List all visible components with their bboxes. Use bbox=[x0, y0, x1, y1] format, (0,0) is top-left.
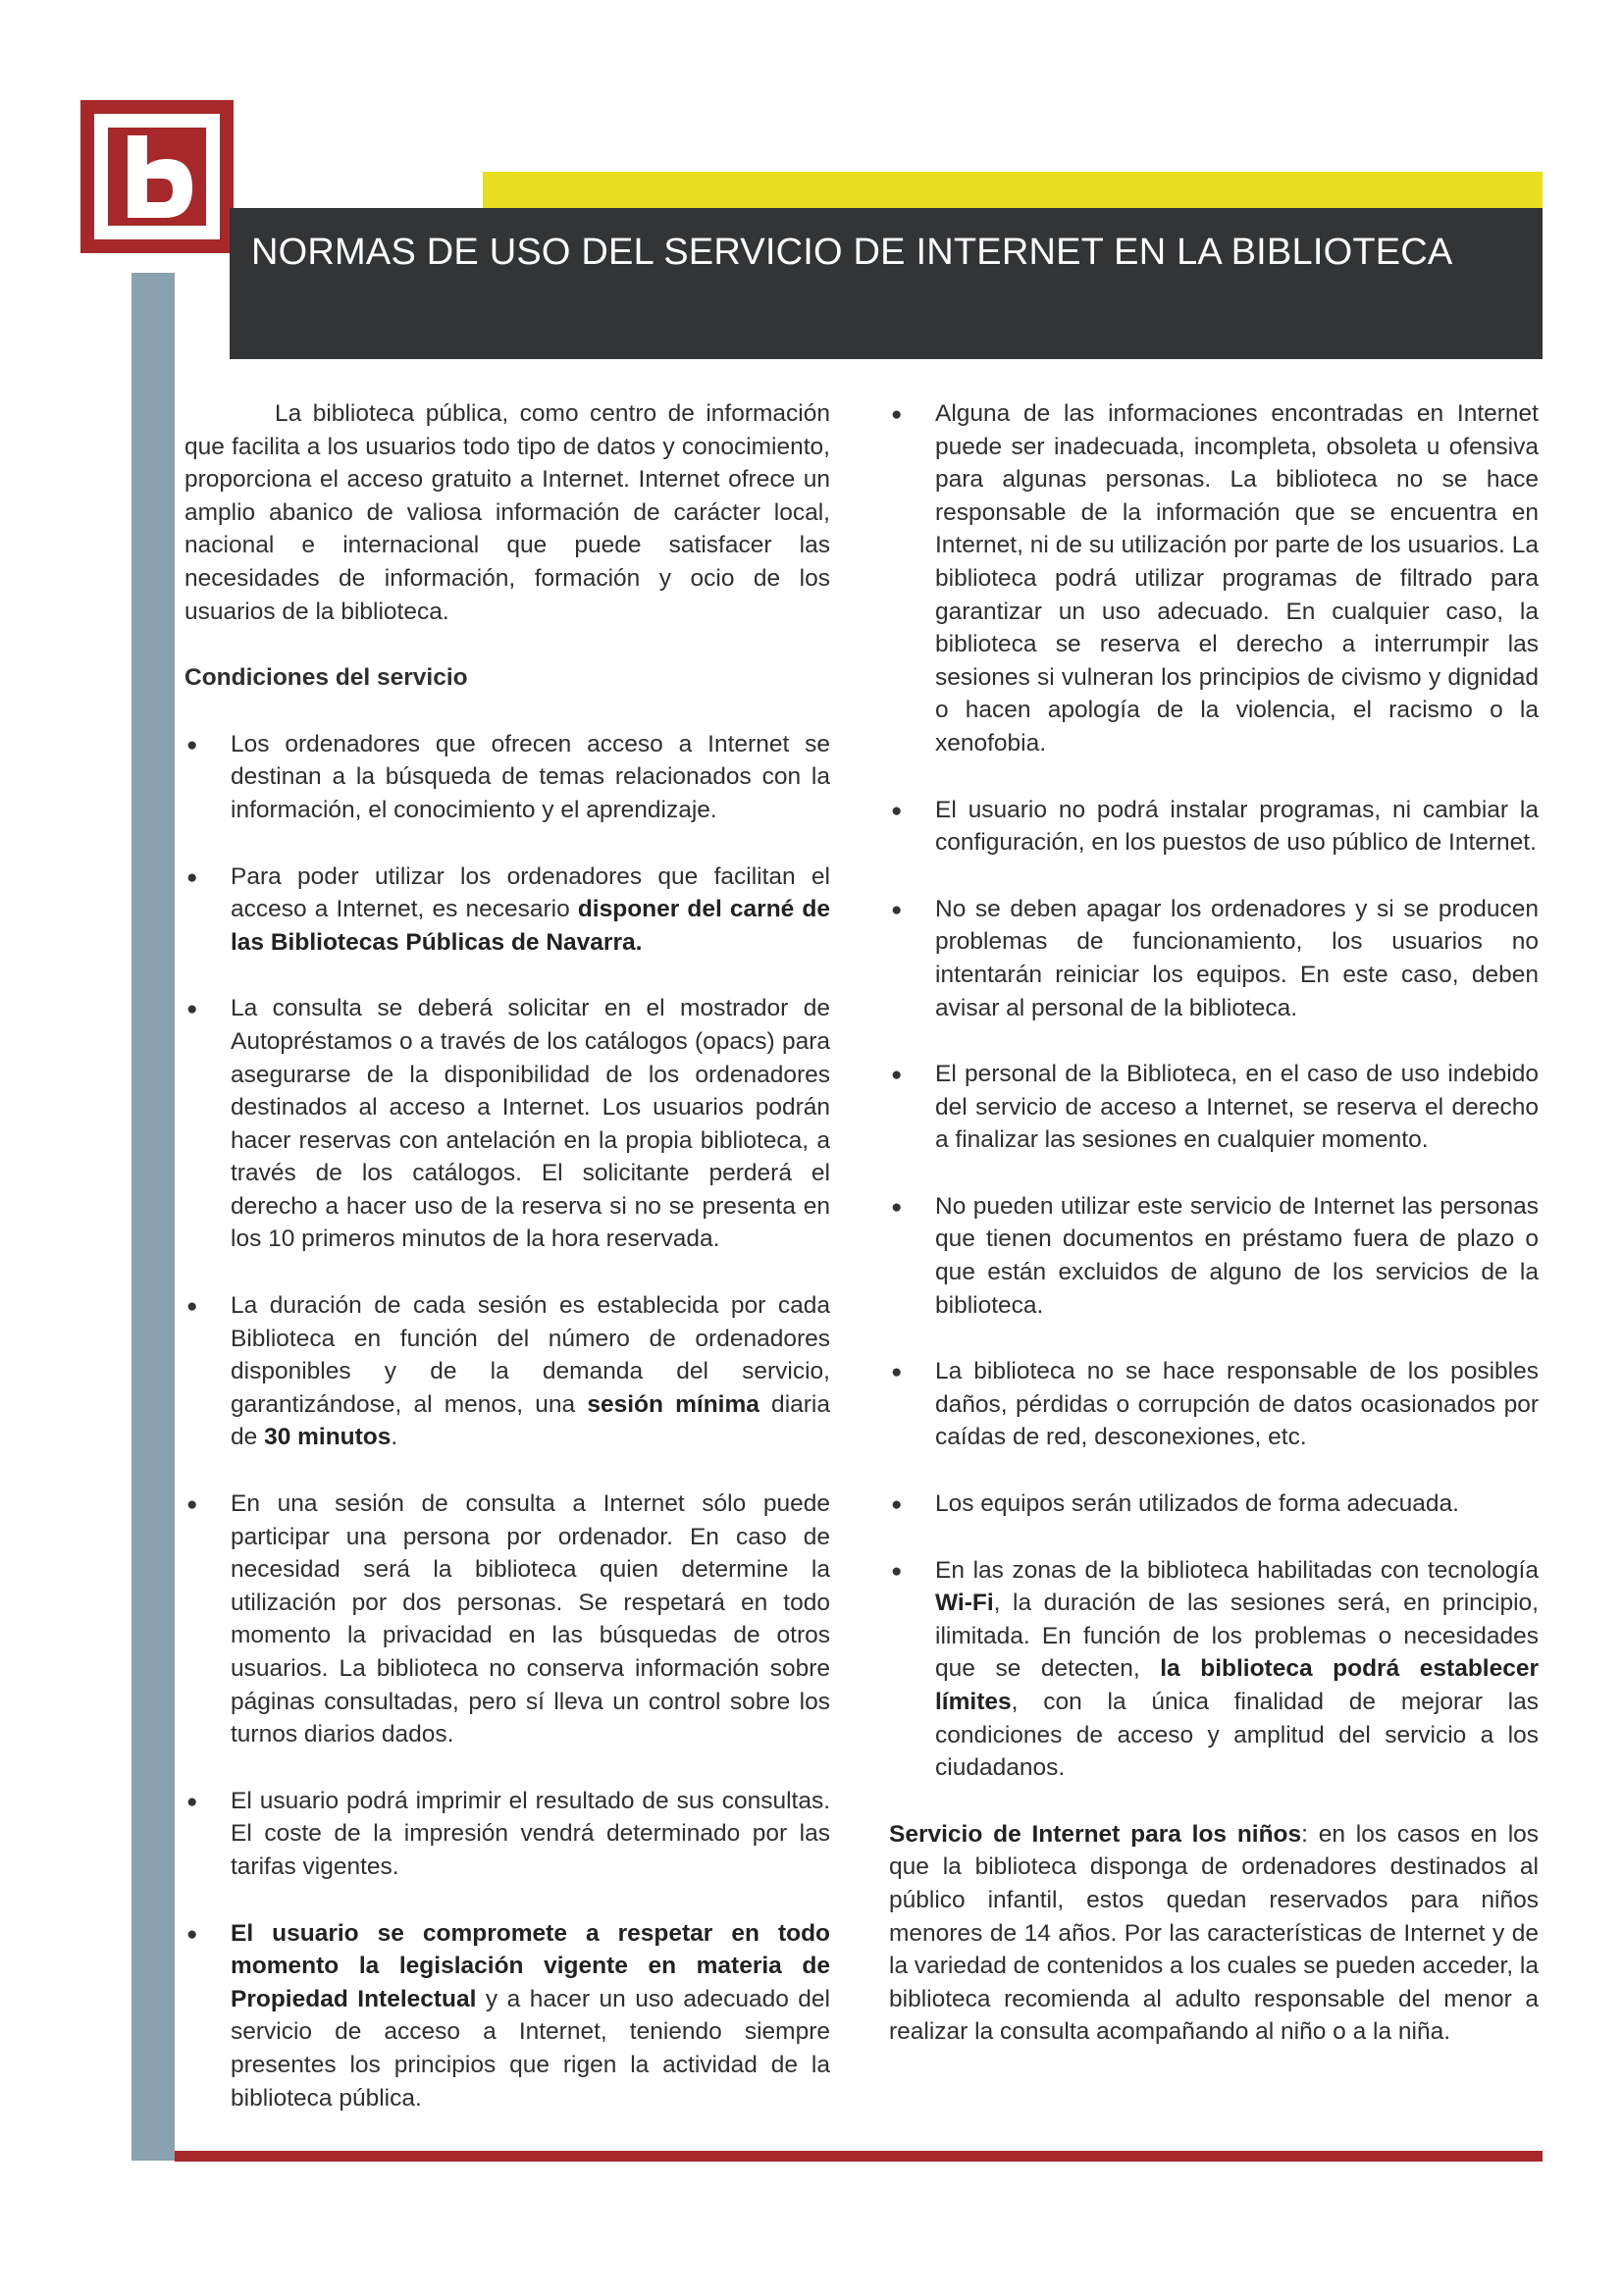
page-title: NORMAS DE USO DEL SERVICIO DE INTERNET EN LA BIBLIOTECA bbox=[251, 232, 1453, 273]
list-item: ● No se deben apagar los ordenadores y si se producen problemas de funcionamiento, los usuarios no intentarán reiniciar los equipos. En este caso, deben avisar al personal de la biblioteca. bbox=[891, 895, 1539, 1021]
bullet-icon: ● bbox=[186, 1923, 198, 1945]
bullet-icon: ● bbox=[186, 1791, 198, 1812]
bullet-icon: ● bbox=[891, 1196, 903, 1218]
list-item: ● En las zonas de la biblioteca habilitadas con tecnología Wi-Fi, la duración de las sesiones será, en principio, ilimitada. En función de los problemas o necesidades que se detecten, la biblioteca podrá establecer límites, con la única finalidad de mejorar las condiciones de acceso y amplitud del servicio a los ciudadanos. bbox=[891, 1556, 1539, 1782]
side-accent-bar bbox=[131, 273, 175, 2161]
list-item: ● El usuario podrá imprimir el resultado de sus consultas. El coste de la impresión vendrá determinado por las tarifas vigentes. bbox=[186, 1787, 830, 1880]
children-service-text: : en los casos en los que la biblioteca disponga de ordenadores destinados al público infantil, estos quedan reservados para niños menores de 14 años. Por las características de Internet y de la variedad de contenidos a los cuales se pueden acceder, la biblioteca recomienda al adulto responsable del menor a realizar la consulta acompañando al niño o a la niña. bbox=[889, 1820, 1540, 2046]
list-item: ● La biblioteca no se hace responsable de los posibles daños, pérdidas o corrupción de datos ocasionados por caídas de red, desconexiones, etc. bbox=[891, 1358, 1539, 1451]
logo-frame bbox=[94, 114, 220, 239]
bullet-icon: ● bbox=[186, 1296, 198, 1318]
children-service-heading: Servicio de Internet para los niños bbox=[889, 1820, 1302, 1848]
title-banner bbox=[230, 208, 1543, 359]
list-item: ● La duración de cada sesión es establecida por cada Biblioteca en función del número de ordenadores disponibles y de la demanda del servicio, garantizándose, al menos, una sesión mínima diaria de 30 minutos. bbox=[186, 1292, 830, 1451]
bullet-icon: ● bbox=[891, 899, 903, 920]
bottom-red-rule bbox=[175, 2151, 1543, 2162]
bullet-icon: ● bbox=[891, 800, 903, 821]
list-item: ● Los ordenadores que ofrecen acceso a Internet se destinan a la búsqueda de temas relacionados con la información, el conocimiento y el aprendizaje. bbox=[186, 730, 830, 823]
list-item: ● El usuario no podrá instalar programas, ni cambiar la configuración, en los puestos de uso público de Internet. bbox=[891, 796, 1539, 857]
list-item: ● El usuario se compromete a respetar en todo momento la legislación vigente en materia de Propiedad Intelectual y a hacer un uso adecuado del servicio de acceso a Internet, teniendo siempre presentes los principios que rigen la actividad de la biblioteca pública. bbox=[186, 1919, 831, 2112]
bullet-icon: ● bbox=[186, 999, 198, 1020]
accent-yellow-bar bbox=[483, 172, 1543, 213]
bullet-icon: ● bbox=[891, 1494, 903, 1516]
bullet-icon: ● bbox=[186, 866, 198, 888]
rules-list bbox=[889, 397, 1539, 1785]
list-item: ● Alguna de las informaciones encontradas en Internet puede ser inadecuada, incompleta, obsoleta u ofensiva para algunas personas. La biblioteca no se hace responsable de la información que se encuentra en Internet, ni de su utilización por parte de los usuarios. La biblioteca podrá utilizar programas de filtrado para garantizar un uso adecuado. En cualquier caso, la biblioteca se reserva el derecho a interrumpir las sesiones si vulneran los principios de civismo y dignidad o hacen apología de la violencia, el racismo o la xenofobia. bbox=[891, 400, 1539, 757]
list-item: ● En una sesión de consulta a Internet sólo puede participar una persona por ordenador. En caso de necesidad será la biblioteca quien determine la utilización por dos personas. Se respetará en todo momento la privacidad en las búsquedas de otros usuarios. La biblioteca no conserva información sobre páginas consultadas, pero sí lleva un control sobre los turnos diarios dados. bbox=[186, 1490, 830, 1748]
list-item: ● La consulta se deberá solicitar en el mostrador de Autopréstamos o a través de los catálogos (opacs) para asegurarse de la disponibilidad de los ordenadores destinados al acceso a Internet. Los usuarios podrán hacer reservas con antelación en la propia biblioteca, a través de los catálogos. El solicitante perderá el derecho a hacer uso de la reserva si no se presenta en los 10 primeros minutos de la hora reservada. bbox=[186, 995, 830, 1253]
bullet-icon: ● bbox=[186, 1494, 198, 1516]
bullet-icon: ● bbox=[891, 1560, 903, 1582]
list-item: ● No pueden utilizar este servicio de Internet las personas que tienen documentos en préstamo fuera de plazo o que están excluidos de alguno de los servicios de la biblioteca. bbox=[891, 1192, 1539, 1319]
right-column bbox=[889, 397, 1539, 2049]
list-item: ● Los equipos serán utilizados de forma adecuada. bbox=[891, 1490, 1459, 1518]
logo-letter-b-icon bbox=[108, 128, 206, 226]
conditions-list bbox=[184, 728, 830, 2114]
section-heading: Condiciones del servicio bbox=[184, 664, 468, 692]
bullet-icon: ● bbox=[186, 734, 198, 756]
children-service-paragraph bbox=[889, 1818, 1539, 2049]
bullet-icon: ● bbox=[891, 1362, 903, 1383]
logo-b-glyph bbox=[108, 128, 206, 226]
bullet-icon: ● bbox=[891, 1065, 903, 1086]
left-column bbox=[184, 397, 830, 2148]
bullet-icon: ● bbox=[891, 404, 903, 425]
list-item: ● El personal de la Biblioteca, en el caso de uso indebido del servicio de acceso a Internet, se reserva el derecho a finalizar las sesiones en cualquier momento. bbox=[891, 1061, 1539, 1154]
intro-paragraph: La biblioteca pública, como centro de información que facilita a los usuarios todo tipo de datos y conocimiento, proporciona el acceso gratuito a Internet. Internet ofrece un amplio abanico de valiosa información de carácter local, nacional e internacional que puede satisfacer las necesidades de información, formación y ocio de los usuarios de la biblioteca. bbox=[184, 400, 830, 625]
list-item: ● Para poder utilizar los ordenadores que facilitan el acceso a Internet, es necesario disponer del carné de las Bibliotecas Públicas de Navarra. bbox=[186, 862, 830, 956]
library-logo bbox=[80, 100, 234, 253]
